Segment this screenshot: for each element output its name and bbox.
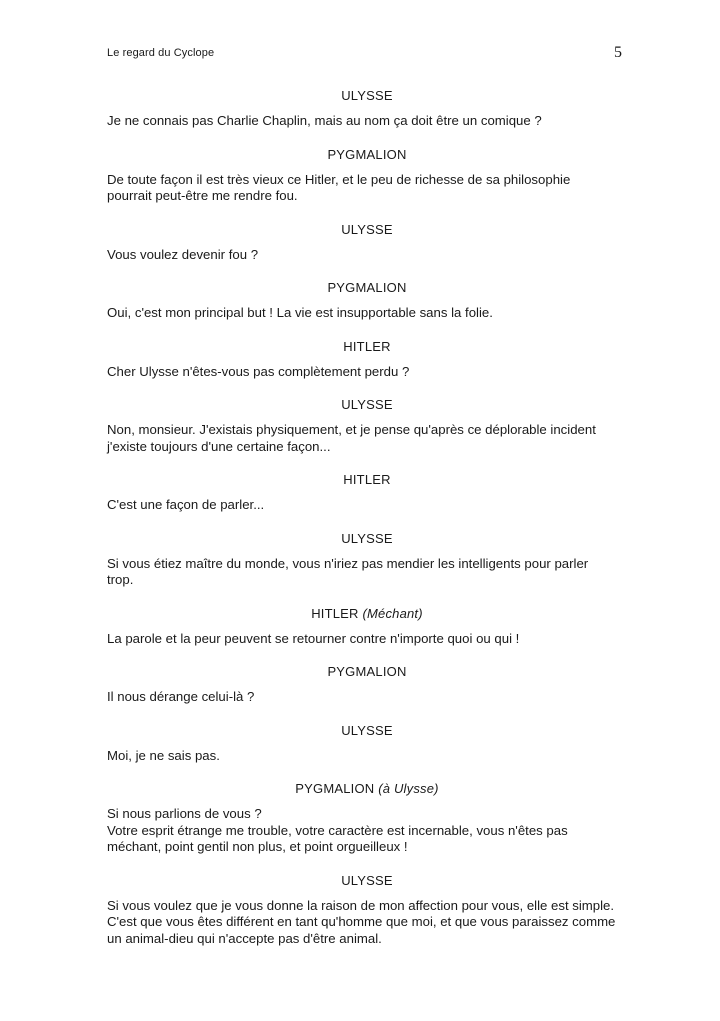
speaker-label: HITLER (343, 472, 391, 487)
speaker-label: PYGMALION (327, 280, 407, 295)
dialogue-line: C'est une façon de parler... (107, 497, 265, 512)
speaker-label: ULYSSE (341, 722, 393, 738)
dialogue-line: Non, monsieur. J'existais physiquement, et je pense qu'après ce déplorable incident j'existe toujours d'une certaine façon... (107, 422, 596, 454)
speaker-name (107, 222, 627, 237)
speaker-name (107, 664, 627, 679)
speaker-name (107, 339, 627, 354)
speaker-label: ULYSSE (341, 530, 393, 546)
speaker-label: PYGMALION (327, 664, 407, 679)
speaker-name (107, 280, 627, 295)
speaker-label: HITLER (343, 338, 391, 354)
dialogue-script (107, 88, 627, 964)
speaker-label: ULYSSE (341, 872, 393, 888)
dialogue-line: De toute façon il est très vieux ce Hitler, et le peu de richesse de sa philosophie pourrait peut-être me rendre fou. (107, 171, 571, 203)
speaker-label: ULYSSE (341, 397, 393, 412)
speaker-name (107, 472, 627, 487)
speaker-label: PYGMALION (327, 146, 407, 162)
running-header: Le regard du Cyclope (107, 47, 215, 59)
dialogue-line: Moi, je ne sais pas. (107, 747, 220, 763)
speaker-label: ULYSSE (341, 221, 393, 237)
page-number: 5 (614, 44, 622, 61)
dialogue-line: Oui, c'est mon principal but ! La vie est insupportable sans la folie. (107, 305, 493, 320)
speaker-name (107, 873, 627, 888)
dialogue-line: Si nous parlions de vous ? Votre esprit étrange me trouble, votre caractère est incernable, vous n'êtes pas méchant, point gentil non plus, et point orgueilleux ! (107, 806, 568, 854)
dialogue-line: Il nous dérange celui-là ? (107, 689, 255, 704)
speaker-name (107, 781, 627, 796)
speaker-name (107, 606, 627, 621)
speaker-name (107, 88, 627, 103)
dialogue-line: Si vous voulez que je vous donne la raison de mon affection pour vous, elle est simple. C'est que vous êtes différent en tant qu'homme que moi, et que vous paraissez comme un animal-dieu qui n'accepte pas d'être animal. (107, 897, 616, 946)
dialogue-line: Je ne connais pas Charlie Chaplin, mais au nom ça doit être un comique ? (107, 113, 542, 128)
dialogue-line: Vous voulez devenir fou ? (107, 246, 259, 262)
stage-direction: (Méchant) (362, 605, 423, 621)
speaker-label: PYGMALION (295, 781, 375, 796)
speaker-name (107, 397, 627, 412)
speaker-name (107, 147, 627, 162)
speaker-label: HITLER (311, 605, 359, 621)
dialogue-line: Cher Ulysse n'êtes-vous pas complètement perdu ? (107, 363, 410, 379)
speaker-name (107, 531, 627, 546)
speaker-name (107, 723, 627, 738)
speaker-label: ULYSSE (341, 88, 393, 103)
stage-direction: (à Ulysse) (378, 781, 439, 796)
dialogue-line: La parole et la peur peuvent se retourner contre n'importe quoi ou qui ! (107, 630, 520, 646)
dialogue-line: Si vous étiez maître du monde, vous n'iriez pas mendier les intelligents pour parler trop. (107, 555, 589, 587)
